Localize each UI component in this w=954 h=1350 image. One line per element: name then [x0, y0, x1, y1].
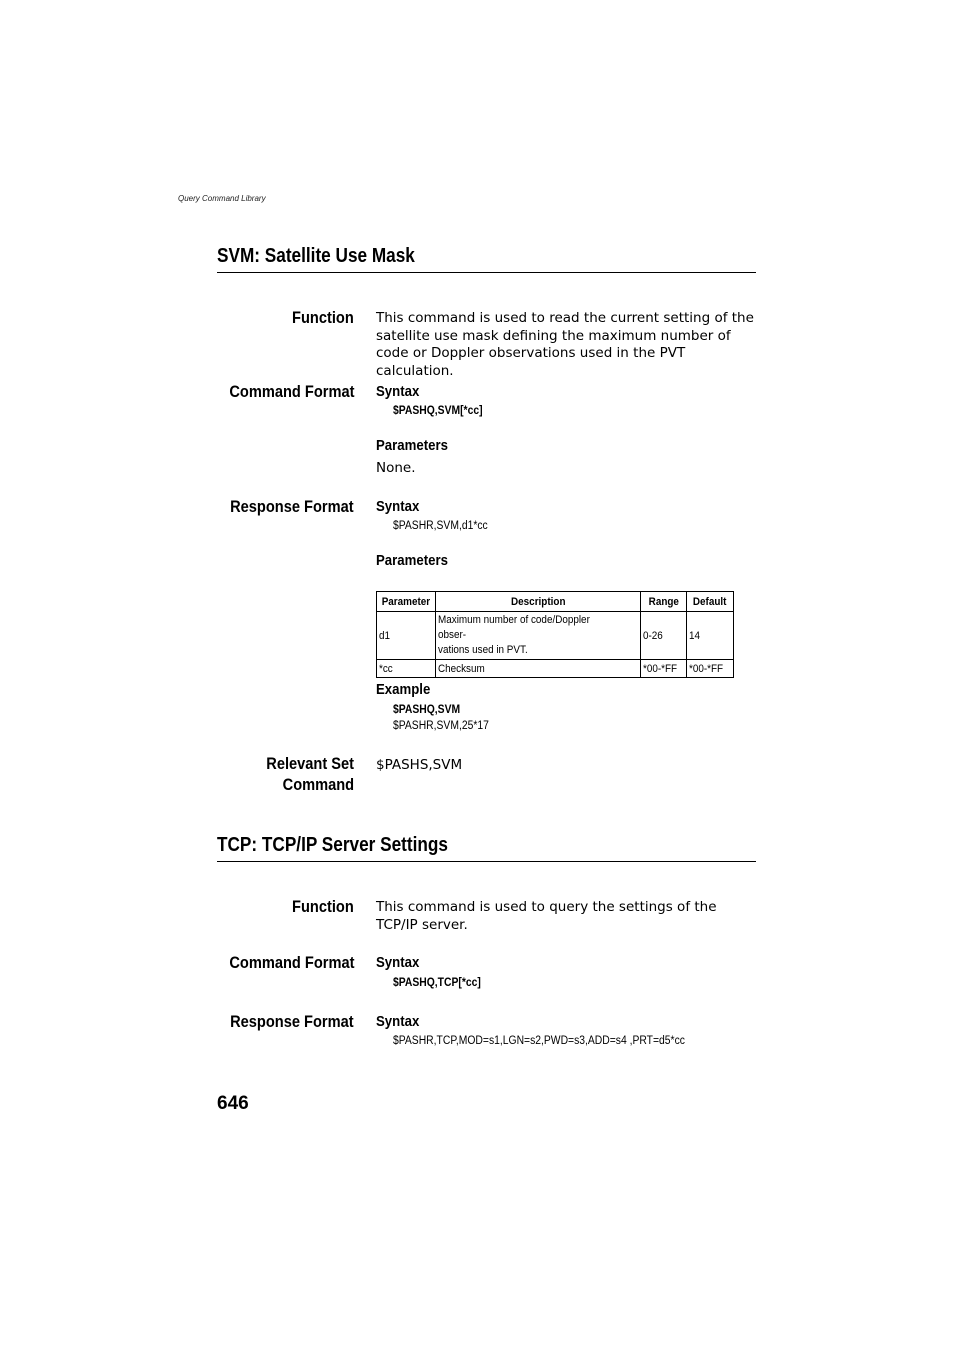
- section-rule-svm: [217, 272, 756, 273]
- table-cell: *cc: [377, 660, 436, 678]
- table-header-cell: Range: [641, 592, 687, 612]
- svm-example-reply: $PASHR,SVM,25*17: [393, 720, 489, 732]
- tcp-cmd-syntax-heading: Syntax: [376, 954, 420, 971]
- tcp-function-text: This command is used to query the settings of the TCP/IP server.: [376, 899, 717, 933]
- table-row: [377, 612, 734, 660]
- svm-example-query: $PASHQ,SVM: [393, 704, 461, 716]
- table-header-row: [377, 592, 734, 612]
- svm-cmd-params-heading: Parameters: [376, 437, 448, 454]
- table-header-cell: Default: [687, 592, 734, 612]
- section-title-svm: SVM: Satellite Use Mask: [217, 245, 415, 267]
- svm-resp-syntax: $PASHR,SVM,d1*cc: [393, 520, 488, 532]
- table-cell: *00-*FF: [687, 660, 734, 678]
- svm-function-text: This command is used to read the current setting of the satellite use mask defining the maximum number of code or Doppler observations used in the PVT calculation.: [376, 310, 754, 379]
- svm-cmd-syntax: $PASHQ,SVM[*cc]: [393, 405, 483, 417]
- tcp-resp-syntax-heading: Syntax: [376, 1013, 420, 1030]
- svm-command-format-label: Command Format: [228, 382, 354, 401]
- tcp-response-format-label: Response Format: [230, 1012, 354, 1031]
- tcp-cmd-syntax: $PASHQ,TCP[*cc]: [393, 977, 481, 989]
- table-cell-line: vations used in PVT.: [437, 644, 528, 656]
- svm-response-format-label: Response Format: [230, 497, 354, 516]
- page-number: 646: [217, 1093, 249, 1114]
- svm-cmd-params-text: None.: [376, 460, 416, 476]
- table-cell: d1: [377, 612, 436, 660]
- tcp-resp-syntax: $PASHR,TCP,MOD=s1,LGN=s2,PWD=s3,ADD=s4 ,PRT=d5*cc: [393, 1035, 685, 1047]
- svm-cmd-syntax-heading: Syntax: [376, 383, 420, 400]
- svm-function-label: Function: [292, 308, 354, 327]
- table-cell-line: Maximum number of code/Doppler obser-: [437, 614, 590, 641]
- tcp-function-label: Function: [292, 897, 354, 916]
- tcp-command-format-label: Command Format: [228, 953, 354, 972]
- table-header-cell: Parameter: [377, 592, 436, 612]
- table-cell: 14: [687, 612, 734, 660]
- table-cell: [435, 612, 640, 660]
- svm-resp-syntax-heading: Syntax: [376, 498, 420, 515]
- table-cell: Checksum: [435, 660, 640, 678]
- table-cell: *00-*FF: [641, 660, 687, 678]
- table-header-cell: Description: [435, 592, 640, 612]
- section-title-tcp: TCP: TCP/IP Server Settings: [217, 834, 448, 856]
- svm-example-heading: Example: [376, 681, 431, 698]
- parameters-table: [376, 591, 734, 678]
- svm-relevant-label-line1: Relevant Set: [266, 754, 354, 773]
- svm-relevant-text: $PASHS,SVM: [376, 757, 463, 773]
- svm-resp-params-heading: Parameters: [376, 552, 448, 569]
- table-row: [377, 660, 734, 678]
- table-cell: 0-26: [641, 612, 687, 660]
- running-header: Query Command Library: [178, 194, 266, 203]
- svm-relevant-label-line2: Command: [282, 775, 354, 794]
- section-rule-tcp: [217, 861, 756, 862]
